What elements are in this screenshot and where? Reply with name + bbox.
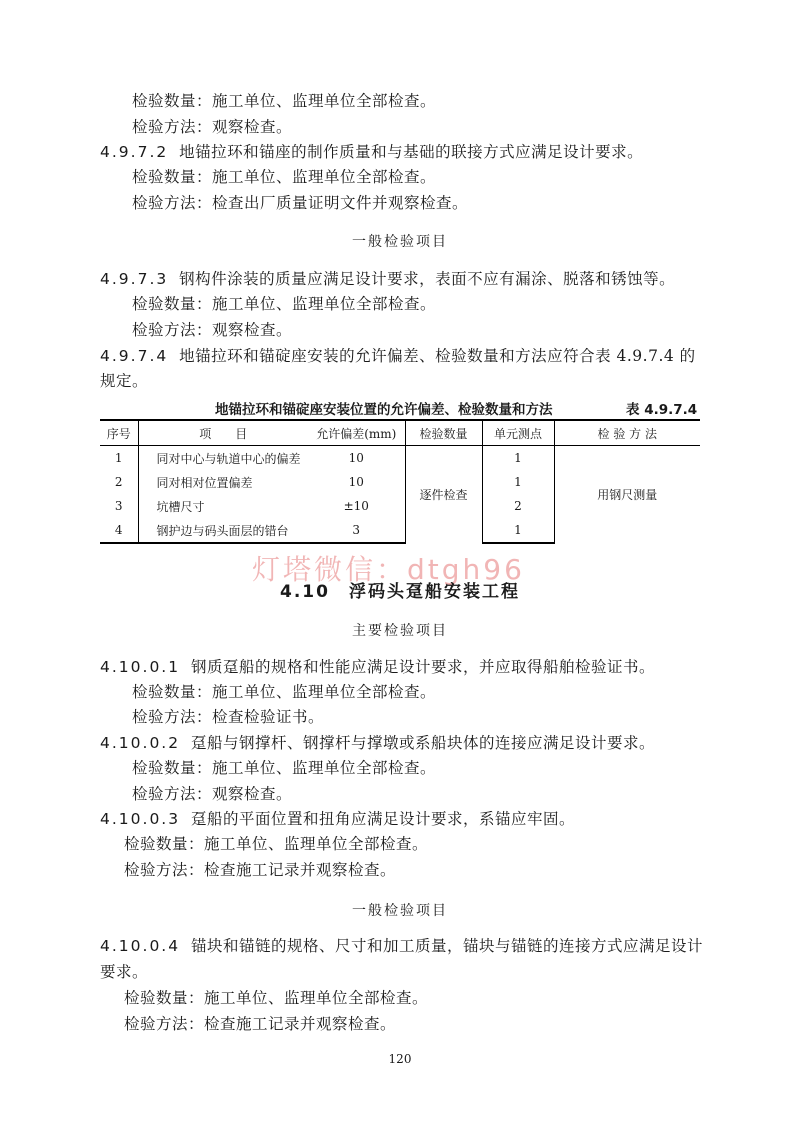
inspection-method-line: 检验方法：观察检查。 [132,118,293,136]
row-index: 2 [114,475,123,489]
inspection-quantity-cell: 逐件检查 [405,446,482,544]
header-cell: 允许偏差(mm) [308,420,405,446]
inspection-quantity-line: 检验数量：施工单位、监理单位全部检查。 [132,683,437,701]
item-name: 钢护边与码头面层的错台 [138,518,308,543]
general-items-heading: 一般检验项目 [352,903,448,919]
inspection-method-line: 检验方法：检查检验证书。 [132,708,325,726]
clause-text: 趸船的平面位置和扭角应满足设计要求，系锚应牢固。 [190,810,575,828]
item-name: 坑槽尺寸 [138,494,308,518]
clause-4-10-0-2 [100,732,655,754]
measure-points: 2 [482,494,554,518]
clause-number: 4.9.7.3 [100,270,169,288]
clause-text: 锚块和锚链的规格、尺寸和加工质量，锚块与锚链的连接方式应满足设计 [190,937,703,955]
watermark: 灯塔微信：dtgh96 [252,553,525,586]
clause-4-9-7-2 [100,141,643,163]
clause-4-9-7-4 [100,345,696,367]
section-title: 4.10 浮码头趸船安装工程 [280,582,520,602]
item-name: 同对中心与轨道中心的偏差 [138,446,308,471]
clause-4-9-7-3 [100,268,675,290]
inspection-quantity-line: 检验数量：施工单位、监理单位全部检查。 [132,92,437,110]
tolerance-value: ±10 [343,499,369,513]
clause-continuation: 要求。 [100,963,149,981]
header-cell: 检 验 方 法 [554,420,700,446]
clause-number: 4.10.0.2 [100,734,181,752]
inspection-method-line: 检验方法：观察检查。 [132,321,293,339]
clause-text: 钢构件涂装的质量应满足设计要求，表面不应有漏涂、脱落和锈蚀等。 [179,270,676,288]
clause-number: 4.9.7.2 [100,143,169,161]
item-name: 同对相对位置偏差 [138,470,308,494]
page-number: 120 [388,1052,412,1066]
inspection-method-line: 检验方法：检查施工记录并观察检查。 [124,861,397,879]
measure-points: 1 [482,518,554,543]
clause-text: 地锚拉环和锚座的制作质量和与基础的联接方式应满足设计要求。 [179,143,644,161]
header-cell: 检验数量 [405,420,482,446]
clause-number: 4.9.7.4 [100,347,169,365]
table-caption: 地锚拉环和锚碇座安装位置的允许偏差、检验数量和方法 [215,402,553,418]
tolerance-value: 3 [308,518,405,543]
inspection-quantity-line: 检验数量：施工单位、监理单位全部检查。 [124,835,429,853]
clause-text: 地锚拉环和锚碇座安装的允许偏差、检验数量和方法应符合表 4.9.7.4 的 [179,347,696,365]
clause-number: 4.10.0.1 [100,658,181,676]
clause-number: 4.10.0.4 [100,937,181,955]
inspection-quantity-line: 检验数量：施工单位、监理单位全部检查。 [132,168,437,186]
inspection-method-line: 检验方法：观察检查。 [132,785,293,803]
header-cell: 序号 [100,420,138,446]
clause-4-10-0-3 [100,808,575,830]
main-items-heading: 主要检验项目 [352,623,448,639]
clause-number: 4.10.0.3 [100,810,181,828]
measure-points: 1 [482,446,554,471]
tolerance-value: 10 [348,475,364,489]
table-row [100,446,700,471]
clause-4-10-0-1 [100,656,655,678]
table-number: 表 4.9.7.4 [626,402,698,418]
clause-text: 趸船与钢撑杆、钢撑杆与撑墩或系船块体的连接应满足设计要求。 [190,734,655,752]
clause-text: 钢质趸船的规格和性能应满足设计要求，并应取得船舶检验证书。 [190,658,655,676]
inspection-method-line: 检验方法：检查出厂质量证明文件并观察检查。 [132,194,469,212]
inspection-quantity-line: 检验数量：施工单位、监理单位全部检查。 [132,295,437,313]
inspection-quantity-line: 检验数量：施工单位、监理单位全部检查。 [132,759,437,777]
row-index: 4 [100,518,138,543]
tolerance-value: 10 [348,451,364,465]
header-cell: 单元测点 [482,420,554,446]
inspection-method-cell: 用钢尺测量 [554,446,700,544]
tolerance-table [100,419,700,544]
inspection-quantity-line: 检验数量：施工单位、监理单位全部检查。 [124,989,429,1007]
table-header-row [100,420,700,446]
clause-4-10-0-4 [100,935,703,957]
measure-points: 1 [482,470,554,494]
row-index: 3 [114,499,123,513]
general-items-heading: 一般检验项目 [352,234,448,250]
row-index: 1 [114,451,123,465]
clause-continuation: 规定。 [100,372,149,390]
header-cell: 项 目 [138,420,308,446]
inspection-method-line: 检验方法：检查施工记录并观察检查。 [124,1015,397,1033]
